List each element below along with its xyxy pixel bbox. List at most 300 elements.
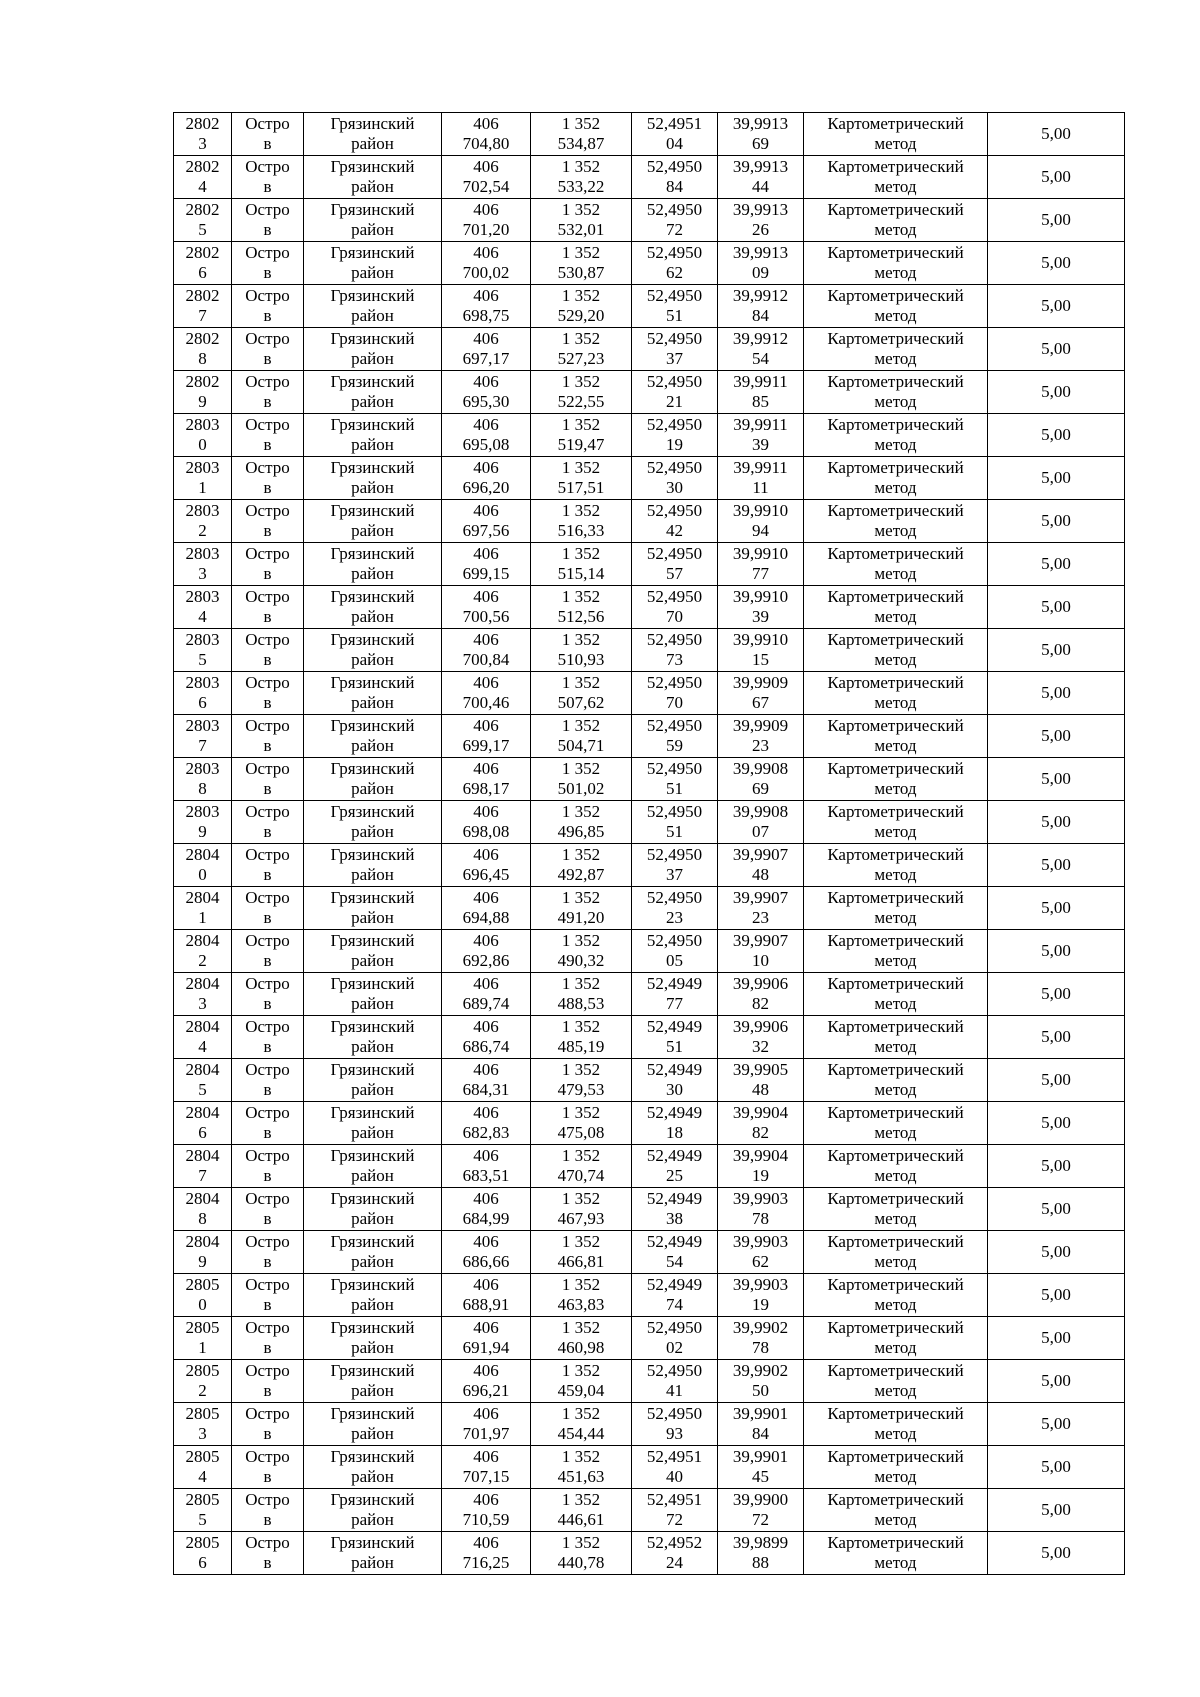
cell-latitude [632, 1274, 718, 1317]
cell-object-type [232, 285, 304, 328]
cell-x-coordinate-text: 406 689,74 [462, 974, 510, 1013]
cell-method-text: Картометрический метод [827, 1275, 964, 1314]
cell-method-text: Картометрический метод [827, 974, 964, 1013]
cell-point-number [174, 414, 232, 457]
cell-point-number-text: 2803 1 [185, 458, 220, 497]
cell-method-text: Картометрический метод [827, 243, 964, 282]
cell-latitude [632, 113, 718, 156]
cell-longitude-text: 39,9908 69 [732, 759, 789, 798]
cell-longitude [718, 1360, 804, 1403]
cell-x-coordinate-text: 406 710,59 [462, 1490, 510, 1529]
cell-x-coordinate [442, 1231, 531, 1274]
cell-method [804, 113, 988, 156]
cell-y-coordinate-text: 1 352 533,22 [557, 157, 605, 196]
cell-x-coordinate [442, 887, 531, 930]
cell-y-coordinate [531, 715, 632, 758]
cell-district [304, 973, 442, 1016]
cell-latitude [632, 328, 718, 371]
cell-district [304, 1489, 442, 1532]
cell-longitude [718, 801, 804, 844]
cell-accuracy-text: 5,00 [1041, 898, 1071, 917]
cell-longitude-text: 39,9910 39 [732, 587, 789, 626]
cell-point-number-text: 2803 0 [185, 415, 220, 454]
cell-method [804, 586, 988, 629]
cell-point-number [174, 973, 232, 1016]
cell-accuracy [988, 715, 1125, 758]
cell-x-coordinate-text: 406 702,54 [462, 157, 510, 196]
cell-object-type-text: Остро в [245, 1447, 290, 1486]
cell-method [804, 1059, 988, 1102]
cell-x-coordinate [442, 1016, 531, 1059]
cell-method-text: Картометрический метод [827, 1447, 964, 1486]
cell-point-number [174, 844, 232, 887]
cell-method [804, 328, 988, 371]
cell-district-text: Грязинский район [330, 286, 415, 325]
cell-object-type [232, 1446, 304, 1489]
cell-y-coordinate-text: 1 352 467,93 [557, 1189, 605, 1228]
cell-object-type [232, 1231, 304, 1274]
cell-x-coordinate-text: 406 699,17 [462, 716, 510, 755]
cell-district [304, 457, 442, 500]
cell-y-coordinate [531, 1231, 632, 1274]
cell-object-type-text: Остро в [245, 1404, 290, 1443]
cell-method-text: Картометрический метод [827, 888, 964, 927]
cell-accuracy [988, 1016, 1125, 1059]
cell-x-coordinate [442, 414, 531, 457]
cell-longitude [718, 1188, 804, 1231]
cell-district [304, 672, 442, 715]
table-row [174, 1231, 1125, 1274]
cell-x-coordinate-text: 406 707,15 [462, 1447, 510, 1486]
cell-longitude [718, 1489, 804, 1532]
cell-latitude [632, 156, 718, 199]
cell-object-type-text: Остро в [245, 716, 290, 755]
cell-y-coordinate [531, 801, 632, 844]
cell-longitude [718, 758, 804, 801]
cell-method [804, 1188, 988, 1231]
cell-latitude [632, 1016, 718, 1059]
cell-point-number-text: 2802 7 [185, 286, 220, 325]
cell-y-coordinate-text: 1 352 475,08 [557, 1103, 605, 1142]
cell-accuracy-text: 5,00 [1041, 210, 1071, 229]
cell-district-text: Грязинский район [330, 802, 415, 841]
cell-longitude [718, 715, 804, 758]
cell-x-coordinate-text: 406 696,21 [462, 1361, 510, 1400]
table-row [174, 1188, 1125, 1231]
cell-point-number-text: 2804 3 [185, 974, 220, 1013]
cell-x-coordinate-text: 406 695,30 [462, 372, 510, 411]
cell-longitude-text: 39,9903 78 [732, 1189, 789, 1228]
cell-object-type [232, 1016, 304, 1059]
cell-x-coordinate-text: 406 700,46 [462, 673, 510, 712]
cell-latitude-text: 52,4949 25 [646, 1146, 703, 1185]
cell-y-coordinate [531, 543, 632, 586]
cell-y-coordinate [531, 758, 632, 801]
cell-district [304, 1188, 442, 1231]
cell-latitude [632, 242, 718, 285]
cell-district-text: Грязинский район [330, 1533, 415, 1572]
cell-latitude-text: 52,4950 02 [646, 1318, 703, 1357]
cell-accuracy-text: 5,00 [1041, 1156, 1071, 1175]
cell-x-coordinate [442, 500, 531, 543]
cell-accuracy-text: 5,00 [1041, 1328, 1071, 1347]
cell-accuracy [988, 199, 1125, 242]
cell-x-coordinate [442, 1188, 531, 1231]
cell-object-type [232, 199, 304, 242]
cell-longitude-text: 39,9913 44 [732, 157, 789, 196]
cell-latitude-text: 52,4950 70 [646, 587, 703, 626]
cell-point-number [174, 1145, 232, 1188]
cell-method-text: Картометрический метод [827, 587, 964, 626]
cell-y-coordinate [531, 1489, 632, 1532]
cell-latitude-text: 52,4951 72 [646, 1490, 703, 1529]
cell-object-type [232, 242, 304, 285]
cell-method [804, 1532, 988, 1575]
cell-latitude-text: 52,4949 18 [646, 1103, 703, 1142]
cell-longitude [718, 887, 804, 930]
cell-district-text: Грязинский район [330, 673, 415, 712]
cell-longitude-text: 39,9903 19 [732, 1275, 789, 1314]
cell-x-coordinate [442, 930, 531, 973]
cell-object-type-text: Остро в [245, 1103, 290, 1142]
cell-district-text: Грязинский район [330, 329, 415, 368]
cell-point-number-text: 2805 6 [185, 1533, 220, 1572]
cell-x-coordinate [442, 1446, 531, 1489]
cell-longitude [718, 629, 804, 672]
cell-y-coordinate [531, 1360, 632, 1403]
cell-method-text: Картометрический метод [827, 458, 964, 497]
cell-longitude [718, 1059, 804, 1102]
cell-latitude [632, 1317, 718, 1360]
cell-accuracy [988, 285, 1125, 328]
cell-longitude-text: 39,9904 82 [732, 1103, 789, 1142]
table-row [174, 1532, 1125, 1575]
cell-method [804, 1102, 988, 1145]
table-row [174, 1360, 1125, 1403]
cell-x-coordinate [442, 371, 531, 414]
cell-district [304, 586, 442, 629]
cell-point-number [174, 1360, 232, 1403]
cell-object-type [232, 156, 304, 199]
cell-method-text: Картометрический метод [827, 544, 964, 583]
cell-district [304, 1360, 442, 1403]
cell-method-text: Картометрический метод [827, 630, 964, 669]
cell-y-coordinate [531, 1446, 632, 1489]
cell-longitude [718, 1145, 804, 1188]
table-row [174, 629, 1125, 672]
cell-district [304, 1145, 442, 1188]
cell-method [804, 199, 988, 242]
cell-y-coordinate [531, 1016, 632, 1059]
cell-method-text: Картометрический метод [827, 1060, 964, 1099]
cell-object-type [232, 371, 304, 414]
cell-point-number-text: 2805 2 [185, 1361, 220, 1400]
cell-point-number [174, 1231, 232, 1274]
table-row [174, 1317, 1125, 1360]
cell-accuracy-text: 5,00 [1041, 726, 1071, 745]
cell-accuracy-text: 5,00 [1041, 1457, 1071, 1476]
table-row [174, 672, 1125, 715]
cell-x-coordinate-text: 406 716,25 [462, 1533, 510, 1572]
cell-y-coordinate-text: 1 352 517,51 [557, 458, 605, 497]
cell-y-coordinate-text: 1 352 510,93 [557, 630, 605, 669]
cell-x-coordinate-text: 406 698,75 [462, 286, 510, 325]
cell-district-text: Грязинский район [330, 1404, 415, 1443]
cell-y-coordinate [531, 930, 632, 973]
cell-method-text: Картометрический метод [827, 1017, 964, 1056]
cell-accuracy [988, 844, 1125, 887]
cell-accuracy [988, 113, 1125, 156]
cell-point-number [174, 1403, 232, 1446]
cell-district-text: Грязинский район [330, 931, 415, 970]
cell-method-text: Картометрический метод [827, 1189, 964, 1228]
cell-point-number-text: 2802 8 [185, 329, 220, 368]
cell-object-type-text: Остро в [245, 974, 290, 1013]
cell-district [304, 887, 442, 930]
cell-accuracy [988, 500, 1125, 543]
cell-method [804, 543, 988, 586]
cell-longitude-text: 39,9902 78 [732, 1318, 789, 1357]
cell-method-text: Картометрический метод [827, 802, 964, 841]
cell-object-type [232, 586, 304, 629]
cell-y-coordinate-text: 1 352 530,87 [557, 243, 605, 282]
cell-accuracy-text: 5,00 [1041, 1199, 1071, 1218]
cell-accuracy-text: 5,00 [1041, 1027, 1071, 1046]
cell-latitude-text: 52,4949 74 [646, 1275, 703, 1314]
cell-x-coordinate-text: 406 692,86 [462, 931, 510, 970]
cell-y-coordinate-text: 1 352 466,81 [557, 1232, 605, 1271]
cell-object-type [232, 801, 304, 844]
cell-object-type-text: Остро в [245, 329, 290, 368]
cell-accuracy-text: 5,00 [1041, 1500, 1071, 1519]
cell-y-coordinate-text: 1 352 479,53 [557, 1060, 605, 1099]
cell-point-number-text: 2804 7 [185, 1146, 220, 1185]
cell-latitude [632, 414, 718, 457]
cell-y-coordinate-text: 1 352 501,02 [557, 759, 605, 798]
cell-y-coordinate-text: 1 352 504,71 [557, 716, 605, 755]
cell-longitude-text: 39,9911 11 [733, 458, 788, 497]
cell-latitude-text: 52,4950 72 [646, 200, 703, 239]
cell-method-text: Картометрический метод [827, 286, 964, 325]
cell-y-coordinate [531, 285, 632, 328]
cell-district [304, 242, 442, 285]
cell-longitude-text: 39,9901 84 [732, 1404, 789, 1443]
cell-x-coordinate [442, 586, 531, 629]
cell-method-text: Картометрический метод [827, 1232, 964, 1271]
cell-y-coordinate [531, 500, 632, 543]
cell-longitude [718, 930, 804, 973]
cell-latitude-text: 52,4950 73 [646, 630, 703, 669]
cell-y-coordinate [531, 457, 632, 500]
cell-longitude [718, 1102, 804, 1145]
cell-accuracy [988, 930, 1125, 973]
cell-accuracy-text: 5,00 [1041, 425, 1071, 444]
cell-accuracy [988, 629, 1125, 672]
cell-latitude-text: 52,4949 38 [646, 1189, 703, 1228]
cell-y-coordinate-text: 1 352 529,20 [557, 286, 605, 325]
cell-object-type-text: Остро в [245, 888, 290, 927]
cell-object-type-text: Остро в [245, 1060, 290, 1099]
cell-x-coordinate [442, 1102, 531, 1145]
cell-accuracy [988, 1532, 1125, 1575]
cell-longitude [718, 672, 804, 715]
table-row [174, 1059, 1125, 1102]
cell-latitude [632, 973, 718, 1016]
cell-method [804, 414, 988, 457]
table-row [174, 543, 1125, 586]
cell-longitude-text: 39,9912 84 [732, 286, 789, 325]
cell-x-coordinate-text: 406 700,02 [462, 243, 510, 282]
cell-method [804, 242, 988, 285]
cell-object-type-text: Остро в [245, 1017, 290, 1056]
cell-latitude-text: 52,4949 51 [646, 1017, 703, 1056]
cell-method [804, 758, 988, 801]
cell-district-text: Грязинский район [330, 888, 415, 927]
cell-longitude [718, 586, 804, 629]
cell-point-number-text: 2805 5 [185, 1490, 220, 1529]
cell-point-number [174, 1016, 232, 1059]
cell-district [304, 543, 442, 586]
cell-accuracy [988, 1317, 1125, 1360]
cell-object-type-text: Остро в [245, 673, 290, 712]
cell-point-number [174, 156, 232, 199]
cell-point-number [174, 457, 232, 500]
cell-method-text: Картометрический метод [827, 759, 964, 798]
table-row [174, 199, 1125, 242]
cell-district-text: Грязинский район [330, 1361, 415, 1400]
cell-accuracy-text: 5,00 [1041, 984, 1071, 1003]
cell-latitude [632, 1188, 718, 1231]
cell-method [804, 156, 988, 199]
cell-point-number-text: 2805 3 [185, 1404, 220, 1443]
cell-method [804, 1016, 988, 1059]
cell-y-coordinate [531, 113, 632, 156]
cell-point-number [174, 586, 232, 629]
cell-object-type-text: Остро в [245, 759, 290, 798]
table-row [174, 1489, 1125, 1532]
cell-point-number-text: 2802 6 [185, 243, 220, 282]
cell-y-coordinate [531, 1145, 632, 1188]
cell-accuracy-text: 5,00 [1041, 296, 1071, 315]
cell-accuracy-text: 5,00 [1041, 812, 1071, 831]
cell-district-text: Грязинский район [330, 974, 415, 1013]
cell-latitude [632, 887, 718, 930]
cell-point-number [174, 1102, 232, 1145]
cell-method-text: Картометрический метод [827, 716, 964, 755]
cell-district [304, 1446, 442, 1489]
cell-latitude-text: 52,4950 62 [646, 243, 703, 282]
table-row [174, 844, 1125, 887]
cell-district-text: Грязинский район [330, 1189, 415, 1228]
cell-accuracy-text: 5,00 [1041, 941, 1071, 960]
cell-object-type-text: Остро в [245, 458, 290, 497]
cell-point-number-text: 2802 9 [185, 372, 220, 411]
cell-method-text: Картометрический метод [827, 372, 964, 411]
cell-method [804, 1145, 988, 1188]
cell-district-text: Грязинский район [330, 1103, 415, 1142]
table-row [174, 801, 1125, 844]
cell-latitude [632, 1231, 718, 1274]
cell-point-number [174, 328, 232, 371]
cell-x-coordinate [442, 1532, 531, 1575]
cell-y-coordinate-text: 1 352 454,44 [557, 1404, 605, 1443]
cell-y-coordinate [531, 1274, 632, 1317]
cell-latitude [632, 586, 718, 629]
cell-y-coordinate [531, 1532, 632, 1575]
table-body [174, 113, 1125, 1575]
cell-district-text: Грязинский район [330, 544, 415, 583]
cell-point-number [174, 1317, 232, 1360]
cell-accuracy-text: 5,00 [1041, 382, 1071, 401]
cell-latitude-text: 52,4950 37 [646, 329, 703, 368]
cell-method [804, 715, 988, 758]
cell-y-coordinate-text: 1 352 446,61 [557, 1490, 605, 1529]
cell-method-text: Картометрический метод [827, 329, 964, 368]
cell-object-type [232, 414, 304, 457]
cell-district-text: Грязинский район [330, 1275, 415, 1314]
cell-accuracy-text: 5,00 [1041, 167, 1071, 186]
cell-method-text: Картометрический метод [827, 673, 964, 712]
cell-y-coordinate-text: 1 352 516,33 [557, 501, 605, 540]
cell-longitude [718, 1317, 804, 1360]
cell-accuracy [988, 1188, 1125, 1231]
cell-y-coordinate [531, 844, 632, 887]
table-row [174, 371, 1125, 414]
cell-longitude-text: 39,9909 23 [732, 716, 789, 755]
table-row [174, 156, 1125, 199]
cell-district-text: Грязинский район [330, 200, 415, 239]
cell-object-type-text: Остро в [245, 544, 290, 583]
cell-district [304, 930, 442, 973]
cell-accuracy-text: 5,00 [1041, 339, 1071, 358]
cell-latitude [632, 844, 718, 887]
cell-object-type [232, 1102, 304, 1145]
table-row [174, 242, 1125, 285]
cell-object-type [232, 1532, 304, 1575]
cell-object-type [232, 758, 304, 801]
cell-district [304, 113, 442, 156]
cell-accuracy [988, 973, 1125, 1016]
cell-method [804, 1446, 988, 1489]
cell-latitude-text: 52,4949 30 [646, 1060, 703, 1099]
cell-latitude-text: 52,4950 42 [646, 501, 703, 540]
cell-y-coordinate-text: 1 352 460,98 [557, 1318, 605, 1357]
cell-longitude-text: 39,9901 45 [732, 1447, 789, 1486]
cell-x-coordinate-text: 406 682,83 [462, 1103, 510, 1142]
cell-point-number [174, 371, 232, 414]
cell-y-coordinate [531, 887, 632, 930]
cell-district [304, 715, 442, 758]
cell-point-number [174, 500, 232, 543]
cell-district [304, 285, 442, 328]
cell-longitude [718, 156, 804, 199]
cell-object-type-text: Остро в [245, 1361, 290, 1400]
cell-latitude [632, 1446, 718, 1489]
cell-accuracy-text: 5,00 [1041, 769, 1071, 788]
cell-accuracy [988, 1145, 1125, 1188]
cell-point-number-text: 2803 2 [185, 501, 220, 540]
cell-longitude [718, 1016, 804, 1059]
cell-district [304, 1317, 442, 1360]
cell-y-coordinate-text: 1 352 496,85 [557, 802, 605, 841]
cell-latitude [632, 1145, 718, 1188]
cell-x-coordinate-text: 406 694,88 [462, 888, 510, 927]
cell-longitude-text: 39,9909 67 [732, 673, 789, 712]
cell-latitude [632, 715, 718, 758]
cell-point-number [174, 1188, 232, 1231]
cell-longitude-text: 39,9911 39 [733, 415, 788, 454]
table-row [174, 328, 1125, 371]
